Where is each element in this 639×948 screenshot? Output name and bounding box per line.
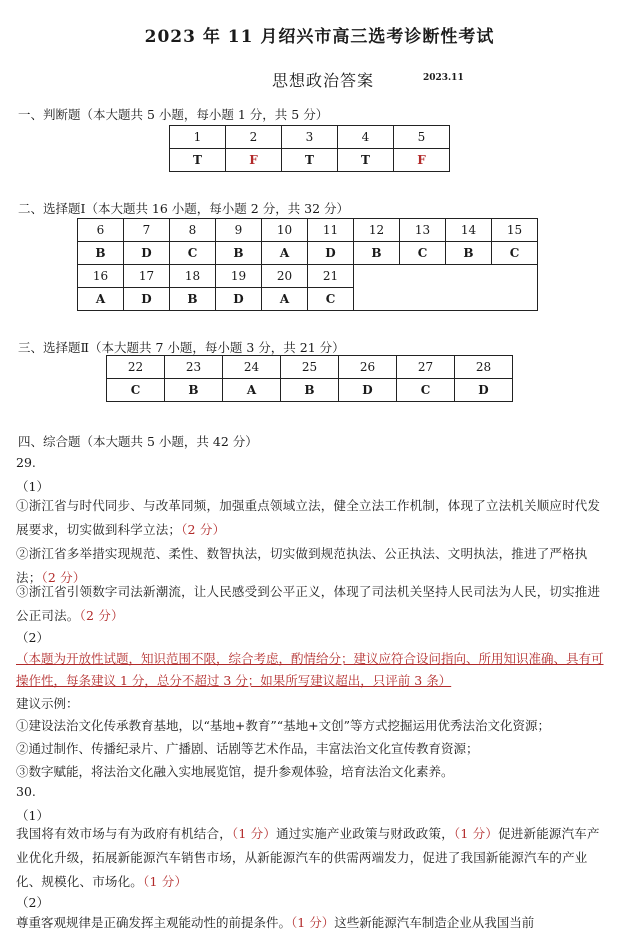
score-mark: （2 分） xyxy=(79,608,124,623)
section2-number-row xyxy=(78,219,538,242)
exam-title: 2023 年 11 月绍兴市高三选考诊断性考试 xyxy=(144,27,495,47)
answer-cell: F xyxy=(394,149,450,172)
question-29-part2-label: （2） xyxy=(16,630,49,645)
question-number: 22 xyxy=(107,356,165,379)
score-mark: （1 分） xyxy=(291,915,335,930)
question-number: 25 xyxy=(281,356,339,379)
section1-number-row xyxy=(170,126,450,149)
answer-cell: B xyxy=(165,379,223,402)
score-mark: （2 分） xyxy=(41,570,86,585)
answer-text: 这些新能源汽车制造企业从我国当前 xyxy=(334,915,535,930)
example-item: ②通过制作、传播纪录片、广播剧、话剧等艺术作品，丰富法治文化宣传教育资源； xyxy=(16,741,479,756)
section2-answer-table xyxy=(77,218,538,311)
answer-cell: B xyxy=(78,242,124,265)
q29-answer-3 xyxy=(16,580,608,628)
answer-cell: C xyxy=(107,379,165,402)
question-29-part1-label: （1） xyxy=(16,479,49,494)
answer-cell: T xyxy=(282,149,338,172)
answer-cell: T xyxy=(170,149,226,172)
answer-cell: C xyxy=(170,242,216,265)
question-number: 4 xyxy=(338,126,394,149)
question-number: 5 xyxy=(394,126,450,149)
question-number: 17 xyxy=(124,265,170,288)
question-number: 28 xyxy=(455,356,513,379)
answer-text: ③浙江省引领数字司法新潮流，让人民感受到公平正义，体现了司法机关坚持人民司法为人民，切实推进公正司法。 xyxy=(16,584,601,623)
section1-heading: 一、判断题（本大题共 5 小题，每小题 1 分，共 5 分） xyxy=(18,107,329,122)
question-number: 23 xyxy=(165,356,223,379)
section4-heading: 四、综合题（本大题共 5 小题，共 42 分） xyxy=(18,434,258,449)
answer-cell: A xyxy=(262,288,308,311)
answer-cell: T xyxy=(338,149,394,172)
example-heading: 建议示例： xyxy=(16,696,79,711)
example-item: ③数字赋能，将法治文化融入实地展览馆，提升参观体验，培育法治文化素养。 xyxy=(16,764,454,779)
answer-cell: D xyxy=(308,242,354,265)
section2-heading: 二、选择题Ⅰ（本大题共 16 小题，每小题 2 分，共 32 分） xyxy=(18,201,350,216)
question-number: 6 xyxy=(78,219,124,242)
question-number: 21 xyxy=(308,265,354,288)
question-number: 13 xyxy=(400,219,446,242)
question-number: 27 xyxy=(397,356,455,379)
question-number: 14 xyxy=(446,219,492,242)
answer-key-title: 思想政治答案 xyxy=(272,71,375,90)
answer-text: 我国将有效市场与有为政府有机结合， xyxy=(16,826,232,841)
question-30-part2-label: （2） xyxy=(16,895,49,910)
question-number: 15 xyxy=(492,219,538,242)
answer-cell: D xyxy=(124,242,170,265)
q30-answer-1 xyxy=(16,822,608,894)
answer-cell: D xyxy=(339,379,397,402)
answer-cell: D xyxy=(124,288,170,311)
question-number: 9 xyxy=(216,219,262,242)
question-number: 24 xyxy=(223,356,281,379)
example-item: ①建设法治文化传承教育基地，以“基地+教育”“基地+文创”等方式挖掘运用优秀法治文化资源； xyxy=(16,718,551,733)
answer-cell: B xyxy=(281,379,339,402)
answer-cell: B xyxy=(216,242,262,265)
question-number: 19 xyxy=(216,265,262,288)
answer-cell: C xyxy=(400,242,446,265)
answer-cell: B xyxy=(446,242,492,265)
score-mark: （1 分） xyxy=(453,826,499,841)
question-number: 1 xyxy=(170,126,226,149)
section3-heading: 三、选择题Ⅱ（本大题共 7 小题，每小题 3 分，共 21 分） xyxy=(18,340,345,355)
question-30-label: 30. xyxy=(16,784,36,799)
question-30-part1-label: （1） xyxy=(16,808,49,823)
question-number: 7 xyxy=(124,219,170,242)
question-number: 2 xyxy=(226,126,282,149)
section2-number-row xyxy=(78,265,538,288)
question-29-label: 29. xyxy=(16,455,36,470)
section2-answer-row xyxy=(78,242,538,265)
section1-answer-row xyxy=(170,149,450,172)
score-mark: （2 分） xyxy=(181,522,226,537)
answer-text: ②浙江省多举措实现规范、柔性、数智执法，切实做到规范执法、公正执法、文明执法，推进了严格执法； xyxy=(16,546,588,585)
answer-text: 促进新能源汽车产业优化升级，拓展新能源汽车销售市场，从新能源汽车的供需两端发力，促进了我国新能源汽车的产业化、规模化、市场化。 xyxy=(16,826,600,889)
answer-cell: A xyxy=(78,288,124,311)
question-number: 18 xyxy=(170,265,216,288)
question-number: 11 xyxy=(308,219,354,242)
question-number: 16 xyxy=(78,265,124,288)
answer-cell: C xyxy=(397,379,455,402)
answer-cell: A xyxy=(262,242,308,265)
answer-text: 尊重客观规律是正确发挥主观能动性的前提条件。 xyxy=(16,915,292,930)
answer-cell: F xyxy=(226,149,282,172)
section1-answer-table xyxy=(169,125,450,172)
section3-number-row xyxy=(107,356,513,379)
score-mark: （1 分） xyxy=(143,874,188,889)
answer-cell: D xyxy=(455,379,513,402)
question-number: 26 xyxy=(339,356,397,379)
grading-note: （本题为开放性试题，知识范围不限，综合考虑，酌情给分；建议应符合设问指向、所用知识准确、具有可操作性，每条建议 1 分，总分不超过 3 分；如果所写建议超出，只评前 3 条） xyxy=(16,651,604,688)
empty-cell xyxy=(354,265,538,311)
question-number: 3 xyxy=(282,126,338,149)
answer-cell: B xyxy=(354,242,400,265)
exam-date: 2023.11 xyxy=(423,73,464,83)
answer-text: 通过实施产业政策与财政政策， xyxy=(276,826,454,841)
answer-text: ①浙江省与时代同步、与改革同频，加强重点领域立法，健全立法工作机制，体现了立法机关顺应时代发展要求，切实做到科学立法； xyxy=(16,498,601,537)
question-number: 10 xyxy=(262,219,308,242)
question-number: 8 xyxy=(170,219,216,242)
answer-cell: C xyxy=(492,242,538,265)
q29-answer-1 xyxy=(16,494,608,542)
answer-cell: B xyxy=(170,288,216,311)
q30-answer-2 xyxy=(16,913,534,931)
answer-cell: C xyxy=(308,288,354,311)
score-mark: （1 分） xyxy=(231,826,277,841)
section3-answer-row xyxy=(107,379,513,402)
answer-cell: D xyxy=(216,288,262,311)
question-number: 12 xyxy=(354,219,400,242)
section3-answer-table xyxy=(106,355,513,402)
answer-cell: A xyxy=(223,379,281,402)
question-number: 20 xyxy=(262,265,308,288)
